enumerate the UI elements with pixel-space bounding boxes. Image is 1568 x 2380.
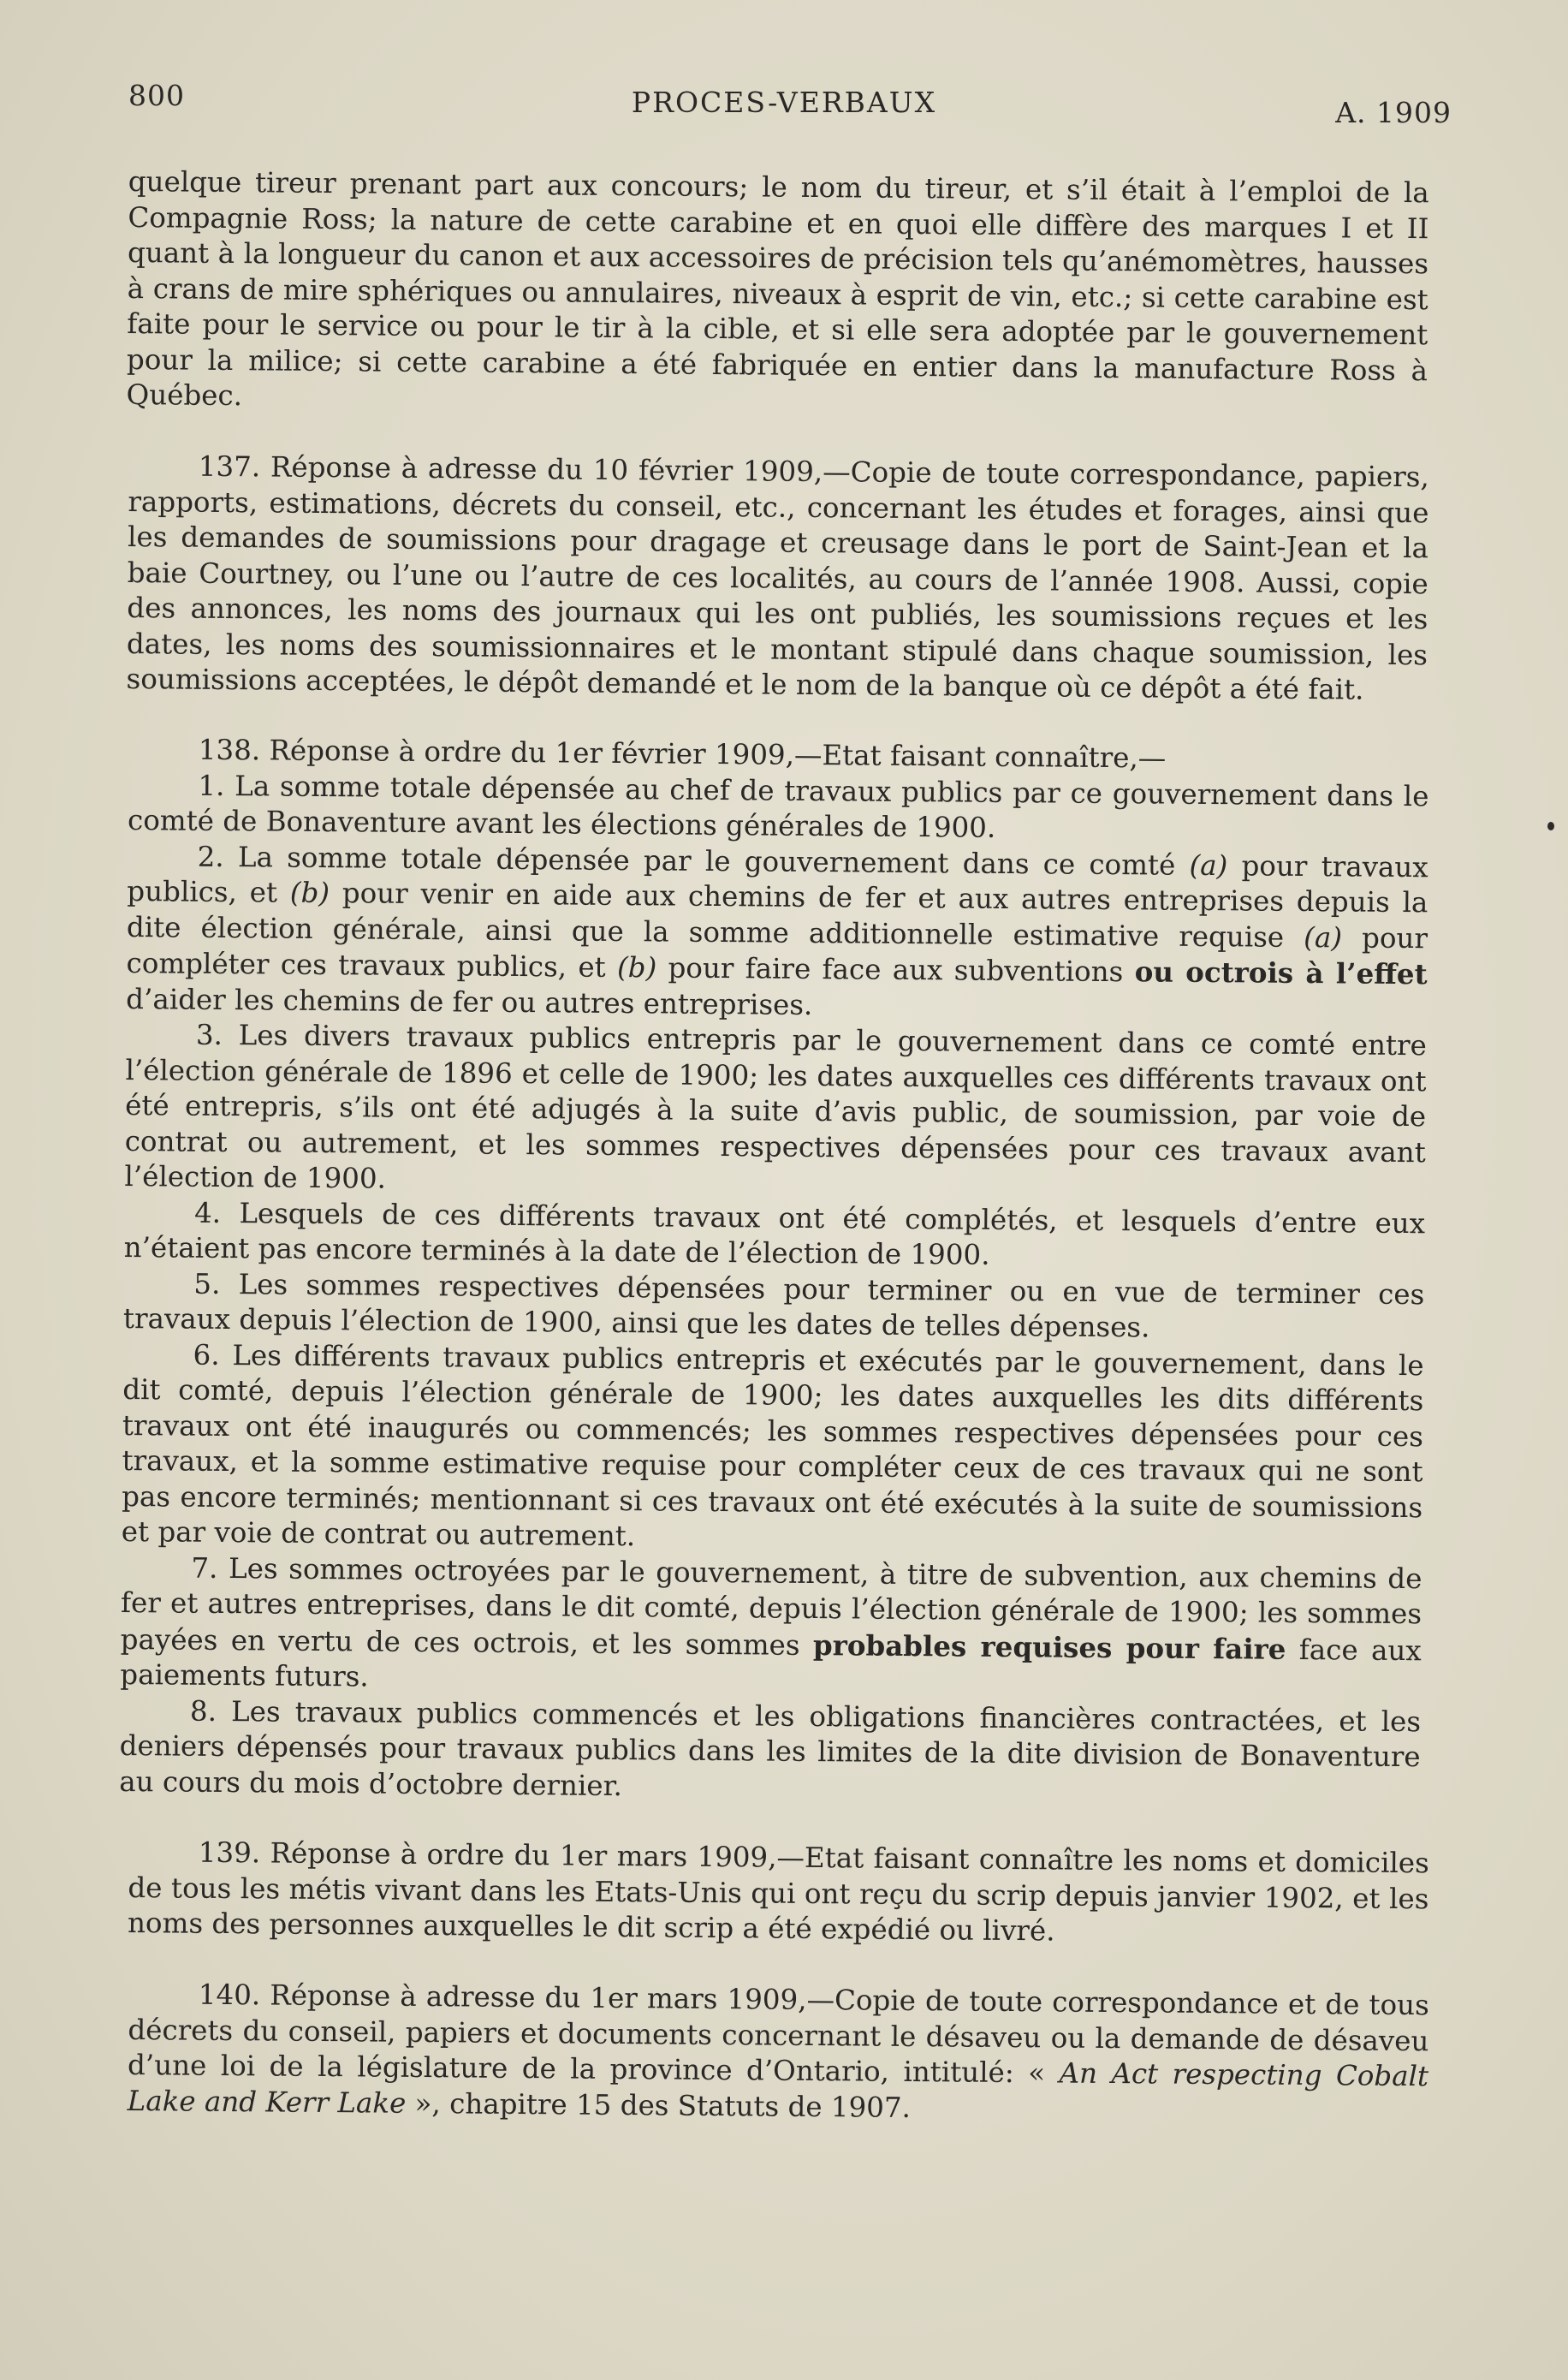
session-year: A. 1909 bbox=[1335, 96, 1452, 129]
item-138-point-8: 8. Les travaux publics commencés et les obligations financières contractées, et les deniers dépensés pour travaux publics dans les limites de la dite division de Bonaventure au cours du mois d’octobre dernier. bbox=[119, 1694, 1422, 1802]
bold-run: probables requises pour faire bbox=[812, 1627, 1286, 1666]
item-138-intro: 138. Réponse à ordre du 1er février 1909,—Etat faisant connaître,— bbox=[198, 733, 1167, 775]
text-run: 7. Les sommes octroyées par le gouvernement, à titre de subvention, aux chemins de fer et autres entreprises, dans le dit comté, depuis l’élection générale de 1900; les sommes payées en vertu de ces octrois, et les sommes bbox=[120, 1551, 1422, 1662]
running-title: PROCES-VERBAUX bbox=[631, 86, 937, 119]
item-139: 139. Réponse à ordre du 1er mars 1909,—Etat faisant connaître les noms et domiciles de tous les métis vivant dans les Etats-Unis qui ont reçu du scrip depuis janvier 1902, et les noms des personnes auxquelles le dit scrip a été expédié ou livré. bbox=[127, 1836, 1429, 1948]
text-run: d’aider les chemins de fer ou autres entreprises. bbox=[126, 982, 813, 1021]
page-number: 800 bbox=[128, 79, 185, 112]
text-run: pour compléter ces travaux publics, et bbox=[126, 920, 1428, 984]
item-138 bbox=[119, 732, 1429, 1811]
mark-b: (b) bbox=[289, 876, 330, 910]
text-run: face aux paiements futurs. bbox=[120, 1633, 1422, 1693]
italic-title: An Act respecting Cobalt Lake and Kerr Lake bbox=[127, 2056, 1429, 2119]
mark-a: (a) bbox=[1189, 848, 1228, 882]
item-137: 137. Réponse à adresse du 10 février 1909,—Copie de toute correspondance, papiers, rapports, estimations, décrets du conseil, etc., concernant les études et forages, ainsi que les demandes de soumissions pour dragage et creusage dans le port de Saint-Jean et la baie Courtney, ou l’une ou l’autre de ces localités, au cours de l’année 1908. Aussi, copie des annonces, les noms des journaux qui les ont publiés, les soumissions reçues et les dates, les noms des soumissionnaires et le montant stipulé dans chaque soumission, les soumissions acceptées, le dépôt demandé et le nom de la banque où ce dépôt a été fait. bbox=[126, 449, 1429, 706]
bold-run: ou octrois à l’effet bbox=[1134, 955, 1428, 991]
mark-a: (a) bbox=[1304, 920, 1343, 954]
mark-b: (b) bbox=[616, 950, 657, 985]
item-138-point-4: 4. Lesquels de ces différents travaux ont été complétés, et lesquels d’entre eux n’étaient pas encore terminés à la date de l’élection de 1900. bbox=[123, 1196, 1426, 1271]
text-run: 140. Réponse à adresse du 1er mars 1909,—Copie de toute correspondance et de tous décrets du conseil, papiers et documents concernant le désaveu ou la demande de désaveu d’une loi de la législature de la province d’Ontario, intitulé: « bbox=[127, 1978, 1429, 2089]
text-run: 2. La somme totale dépensée par le gouvernement dans ce comté bbox=[197, 840, 1190, 882]
text-run: pour travaux publics, et bbox=[127, 848, 1428, 909]
item-140 bbox=[128, 1977, 1429, 2130]
item-138-point-3: 3. Les divers travaux publics entrepris par le gouvernement dans ce comté entre l’élection générale de 1896 et celle de 1900; les dates auxquelles ces différents travaux ont été entrepris, s’ils ont été adjugés à la suite d’avis public, de soumission, par voie de contrat ou autrement, et les sommes respectives dépensées pour ces travaux avant l’élection de 1900. bbox=[124, 1018, 1428, 1195]
page-body bbox=[119, 164, 1429, 2123]
text-run: », chapitre 15 des Statuts de 1907. bbox=[406, 2085, 912, 2123]
item-138-point-1: 1. La somme totale dépensée au chef de travaux publics par ce gouvernement dans le comté de Bonaventure avant les élections générales de 1900. bbox=[127, 769, 1429, 844]
continued-paragraph: quelque tireur prenant part aux concours; le nom du tireur, et s’il était à l’emploi de la Compagnie Ross; la nature de cette carabine et en quoi elle diffère des marques I et II quant à la longueur du canon et aux accessoires de précision tels qu’anémomètres, hausses à crans de mire sphériques ou annulaires, niveaux à esprit de vin, etc.; si cette carabine est faite pour le service ou pour le tir à la cible, et si elle sera adoptée par le gouvernement pour la milice; si cette carabine a été fabriquée en entier dans la manufacture Ross à Québec. bbox=[126, 164, 1429, 413]
print-speck bbox=[1547, 822, 1554, 830]
item-138-point-6: 6. Les différents travaux publics entrepris et exécutés par le gouvernement, dans le dit comté, depuis l’élection générale de 1900; les dates auxquelles les dits différents travaux ont été inaugurés ou commencés; les sommes respectives dépensées pour ces travaux, et la somme estimative requise pour compléter ceux de ces travaux qui ne sont pas encore terminés; mentionnant si ces travaux ont été exécutés à la suite de soumissions et par voie de contrat ou autrement. bbox=[121, 1338, 1424, 1553]
text-run: pour faire face aux subventions bbox=[656, 951, 1135, 989]
text-run: pour venir en aide aux chemins de fer et aux autres entreprises depuis la dite élection générale, ainsi que la somme additionnelle estimative requise bbox=[126, 877, 1428, 954]
item-138-point-5: 5. Les sommes respectives dépensées pour terminer ou en vue de terminer ces travaux depuis l’élection de 1900, ainsi que les dates de telles dépenses. bbox=[122, 1267, 1425, 1344]
item-138-point-2 bbox=[126, 838, 1428, 1028]
item-138-point-7 bbox=[120, 1550, 1422, 1704]
